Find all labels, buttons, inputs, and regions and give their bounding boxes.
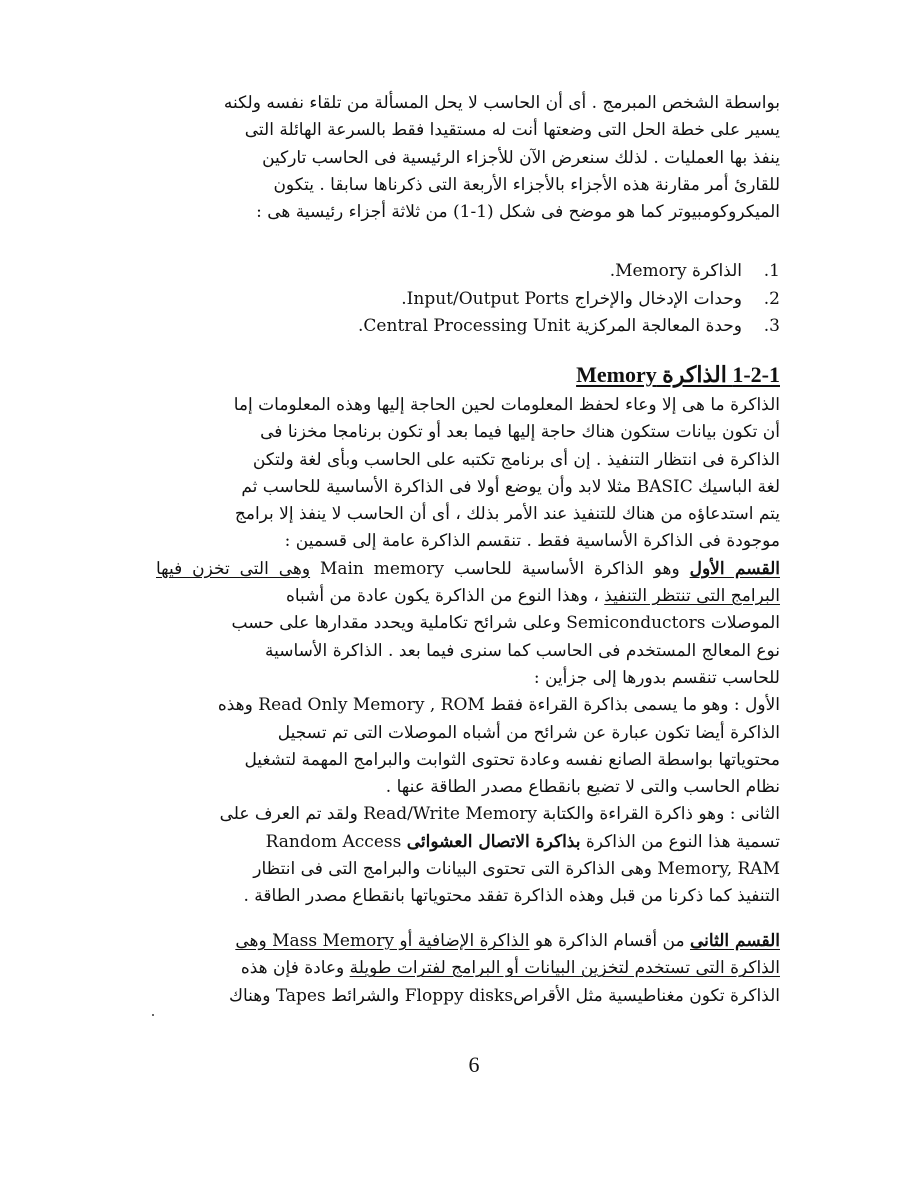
text-line: نوع المعالج المستخدم فى الحاسب كما سنرى فيما بعد . الذاكرة الأساسية [264,640,780,661]
mass-underlined-2: الذاكرة التى تستخدم لتخزين البيانات أو البرامج لفترات طويلة [349,958,780,979]
memory-section-body [156,392,780,911]
list-text: وحدات الإدخال والإخراج Input/Output Ports. [401,288,742,309]
text-line: الموصلات Semiconductors وعلى شرائح تكاملية ويحدد مقدارها على حسب [231,613,780,634]
part1-label: القسم الأول [689,558,780,579]
part2-label: القسم الثانى [689,931,780,951]
text-line: محتوياتها بواسطة الصانع نفسه وعادة تحتوى الثوابت والبرامج المهمة لتشغيل [244,749,780,770]
mass-memory-paragraph [156,928,780,1010]
text-line: يتم استدعاؤه من هناك للتنفيذ عند الأمر بذلك ، أى أن الحاسب لا ينفذ إلا برامج [234,504,780,525]
text-line: نظام الحاسب والتى لا تضيع بانقطاع مصدر الطاقة عنها . [385,777,780,798]
second-post: Random Access [265,831,407,852]
text-line: للحاسب تنقسم بدورها إلى جزأين : [533,667,780,688]
text-line: الذاكرة أيضا تكون عبارة عن شرائح من أشباه الموصلات التى تم تسجيل [277,722,780,743]
part1-rest: ، وهذا النوع من الذاكرة يكون عادة من أشباه [285,586,605,607]
second-paragraph [156,829,780,856]
mass-line-2 [156,955,780,982]
text-line: أن تكون بيانات ستكون هناك حاجة إليها فيما بعد أو تكون برنامجا مخزنا فى [260,422,780,443]
mass-rest: وعادة فإن هذه [240,958,350,979]
part1-paragraph [156,556,780,611]
text-line: لغة الباسيك BASIC مثلا لابد وأن يوضع أولا فى الذاكرة الأساسية للحاسب ثم [241,476,780,497]
list-item [300,258,780,286]
page-number: 6 [468,1052,480,1077]
text-line: يسير على خطة الحل التى وضعتها أنت له مستقيدا فقط بالسرعة الهائلة التى [244,120,780,141]
list-text: الذاكرة Memory. [609,261,742,281]
list-item [300,313,780,341]
ram-term: بذاكرة الاتصال العشوائى [406,831,581,852]
text-line: بواسطة الشخص المبرمج . أى أن الحاسب لا يحل المسألة من تلقاء نفسه ولكنه [223,93,780,113]
text-line: ينفذ بها العمليات . لذلك سنعرض الآن للأجزاء الرئيسية فى الحاسب تاركين [262,147,780,168]
text-line: التنفيذ كما ذكرنا من قبل وهذه الذاكرة تفقد محتوياتها بانقطاع مصدر الطاقة . [243,886,780,907]
text-line: الذاكرة فى انتظار التنفيذ . إن أى برنامج تكتبه على الحاسب وبأى لغة ولتكن [252,449,780,470]
text-line: الأول : وهو ما يسمى بذاكرة القراءة فقط Read Only Memory , ROM وهذه [217,695,780,716]
list-number: 1. [763,261,780,281]
text-line: للقارئ أمر مقارنة هذه الأجزاء بالأجزاء الأربعة التى ذكرناها سابقا . يتكون [273,174,780,195]
list-number: 2. [763,288,780,309]
text-line: موجودة فى الذاكرة الأساسية فقط . تنقسم الذاكرة عامة إلى قسمين : [284,531,780,552]
text-line: Memory, RAM وهى الذاكرة التى تحتوى البيانات والبرامج التى فى انتظار [253,859,780,880]
second-pre: تسمية هذا النوع من الذاكرة [580,831,780,852]
intro-paragraph [156,90,780,226]
section-heading: 1-2-1 الذاكرة Memory [576,362,780,387]
list-item [300,286,780,314]
text-line: الثانى : وهو ذاكرة القراءة والكتابة Read/Write Memory ولقد تم العرف على [219,804,780,825]
mass-line-1 [156,928,780,955]
list-number: 3. [763,316,780,336]
text-line: الميكروكومبيوتر كما هو موضح فى شكل (1-1) من ثلاثة أجزاء رئيسية هى : [256,202,780,223]
text-line: الذاكرة تكون مغناطيسية مثل الأقراصFloppy disks والشرائط Tapes وهناك [228,985,780,1006]
components-list [300,258,780,341]
list-text: وحدة المعالجة المركزية Central Processing Unit. [358,316,742,336]
scan-speck [152,1014,154,1016]
part1-underlined: وهى التى تخزن فيها البرامج التى تنتظر التنفيذ [156,558,780,607]
text-line: الذاكرة ما هى إلا وعاء لحفظ المعلومات لحين الحاجة إليها وهذه المعلومات إما [233,395,780,415]
part1-mid: وهو الذاكرة الأساسية للحاسب Main memory [310,558,690,579]
mass-underlined-1: الذاكرة الإضافية أو Mass Memory وهى [235,931,530,951]
mass-mid: من أقسام الذاكرة هو [529,931,690,951]
